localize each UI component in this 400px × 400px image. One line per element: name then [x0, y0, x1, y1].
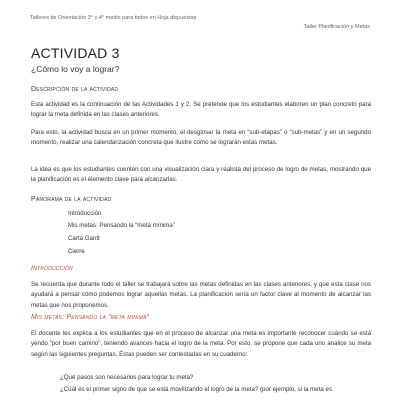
header-left-text: Talleres de Orientación 3° y 4° medio para todos en Hoja dispuestas	[30, 15, 197, 21]
paragraph-descripcion-2: Para esto, la actividad busca en un primer momento, el desglosar la meta en “sub-etapas” o “sub-metas” y en un segundo momento, realizar una calendarización concreta que ilustre cómo se lograrán estas metas.	[31, 129, 371, 147]
paragraph-mis-metas-1: El docente les explica a los estudiantes que en el proceso de alcanzar una meta es importante reconocer cuándo se está yendo “por buen camino”, teniendo avances hacia el logro de la meta. Por esto, se propone que cada uno analice su meta según las siguientes preguntas. Éstas pueden ser contestadas en su cuaderno:	[31, 330, 371, 358]
list-item: Introducción	[68, 210, 102, 217]
section-heading-descripcion: Descripción de la actividad	[31, 86, 119, 93]
section-heading-introduccion: Introducción	[31, 265, 73, 272]
page-title: ACTIVIDAD 3	[31, 45, 120, 61]
paragraph-descripcion-1: Esta actividad es la continuación de las Actividades 1 y 2. Se pretende que los estudiantes elaboren un plan concreto para lograr la meta definida en las clases anteriores.	[31, 101, 371, 119]
paragraph-introduccion-1: Se recuerda que durante todo el taller se trabajará sobre las metas definidas en las clases anteriores, y que esta clase nos ayudará a pensar cómo podemos lograr aquellas metas. La planificación sería un factor clave al momento de alcanzar las metas que nos proponemos.	[31, 281, 371, 309]
list-item: Cierre	[68, 248, 85, 255]
list-item: Mis metas: Pensando la “meta mínima”	[68, 222, 175, 229]
question-item: ¿Cuál es el primer signo de que se está movilizando el logro de la meta? (por ejemplo, si la meta es	[60, 386, 333, 393]
page-subtitle: ¿Cómo lo voy a lograr?	[31, 64, 120, 74]
section-heading-mis-metas: Mis metas: Pensando la “meta mínima”	[31, 314, 150, 321]
question-item: ¿Qué pasos son necesarios para lograr tu meta?	[60, 374, 194, 381]
header-right-text: Taller Planificación y Metas	[303, 24, 370, 30]
list-item: Carta Gantt	[68, 235, 100, 242]
paragraph-descripcion-3: La idea es que los estudiantes cuenten con una visualización clara y realista del proceso de logro de metas, mostrando que la planificación es el elemento clave para alcanzarlas.	[31, 166, 371, 184]
section-heading-panorama: Panorama de la actividad	[31, 196, 112, 203]
